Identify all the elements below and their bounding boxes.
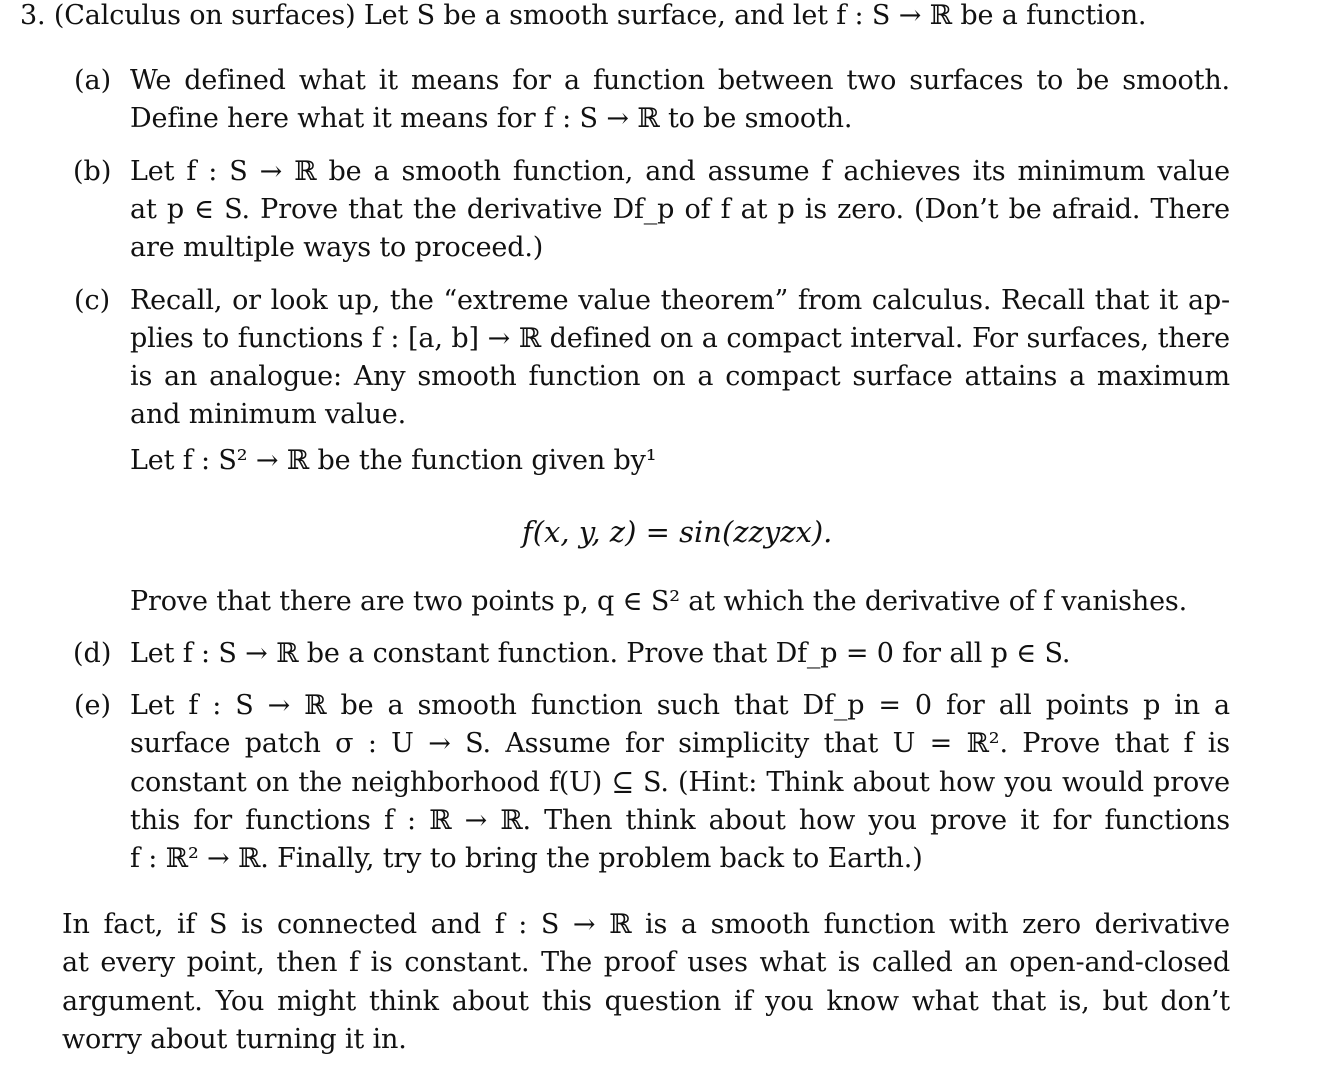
part-c-line-4: and minimum value. [130,399,407,430]
part-e-line-5: f : ℝ² → ℝ. Finally, try to bring the problem back to Earth.) [130,843,923,874]
part-b-label: (b) [73,156,112,187]
part-e-line-3: constant on the neighborhood f(U) ⊆ S. (Hint: Think about how you would prove [130,767,1230,798]
part-e-label: (e) [74,690,112,721]
part-b-line-1: Let f : S → ℝ be a smooth function, and assume f achieves its minimum value [130,156,1230,187]
part-e-line-1: Let f : S → ℝ be a smooth function such that Df_p = 0 for all points p in a [130,690,1230,721]
part-c-line-1: Recall, or look up, the “extreme value theorem” from calculus. Recall that it ap- [130,285,1230,316]
part-c-label: (c) [74,285,111,316]
closing-line-2: at every point, then f is constant. The proof uses what is called an open-and-closed [62,947,1230,978]
part-e-line-4: this for functions f : ℝ → ℝ. Then think about how you prove it for functions [130,805,1230,836]
part-d-line-1: Let f : S → ℝ be a constant function. Prove that Df_p = 0 for all p ∈ S. [130,638,1071,669]
part-b-line-3: are multiple ways to proceed.) [130,232,544,263]
part-c-equation: f(x, y, z) = sin(zzyzx). [522,515,833,549]
closing-line-3: argument. You might think about this question if you know what that is, but don’t [62,986,1230,1017]
closing-line-1: In fact, if S is connected and f : S → ℝ is a smooth function with zero derivative [62,909,1230,940]
part-a-line-1: We defined what it means for a function between two surfaces to be smooth. [130,65,1230,96]
part-a-line-2: Define here what it means for f : S → ℝ to be smooth. [130,103,853,134]
part-c-line-3: is an analogue: Any smooth function on a compact surface attains a maximum [130,361,1230,392]
part-c-line-2: plies to functions f : [a, b] → ℝ defined on a compact interval. For surfaces, there [130,323,1230,354]
part-e-line-2: surface patch σ : U → S. Assume for simplicity that U = ℝ². Prove that f is [130,728,1230,759]
part-d-label: (d) [73,638,112,669]
part-c-after: Prove that there are two points p, q ∈ S² at which the derivative of f vanishes. [130,586,1188,617]
part-a-label: (a) [74,65,112,96]
closing-line-4: worry about turning it in. [62,1024,407,1055]
problem-header: 3. (Calculus on surfaces) Let S be a smooth surface, and let f : S → ℝ be a function. [20,0,1147,31]
part-b-line-2: at p ∈ S. Prove that the derivative Df_p of f at p is zero. (Don’t be afraid. There [130,194,1230,225]
part-c-line-5: Let f : S² → ℝ be the function given by¹ [130,445,657,476]
